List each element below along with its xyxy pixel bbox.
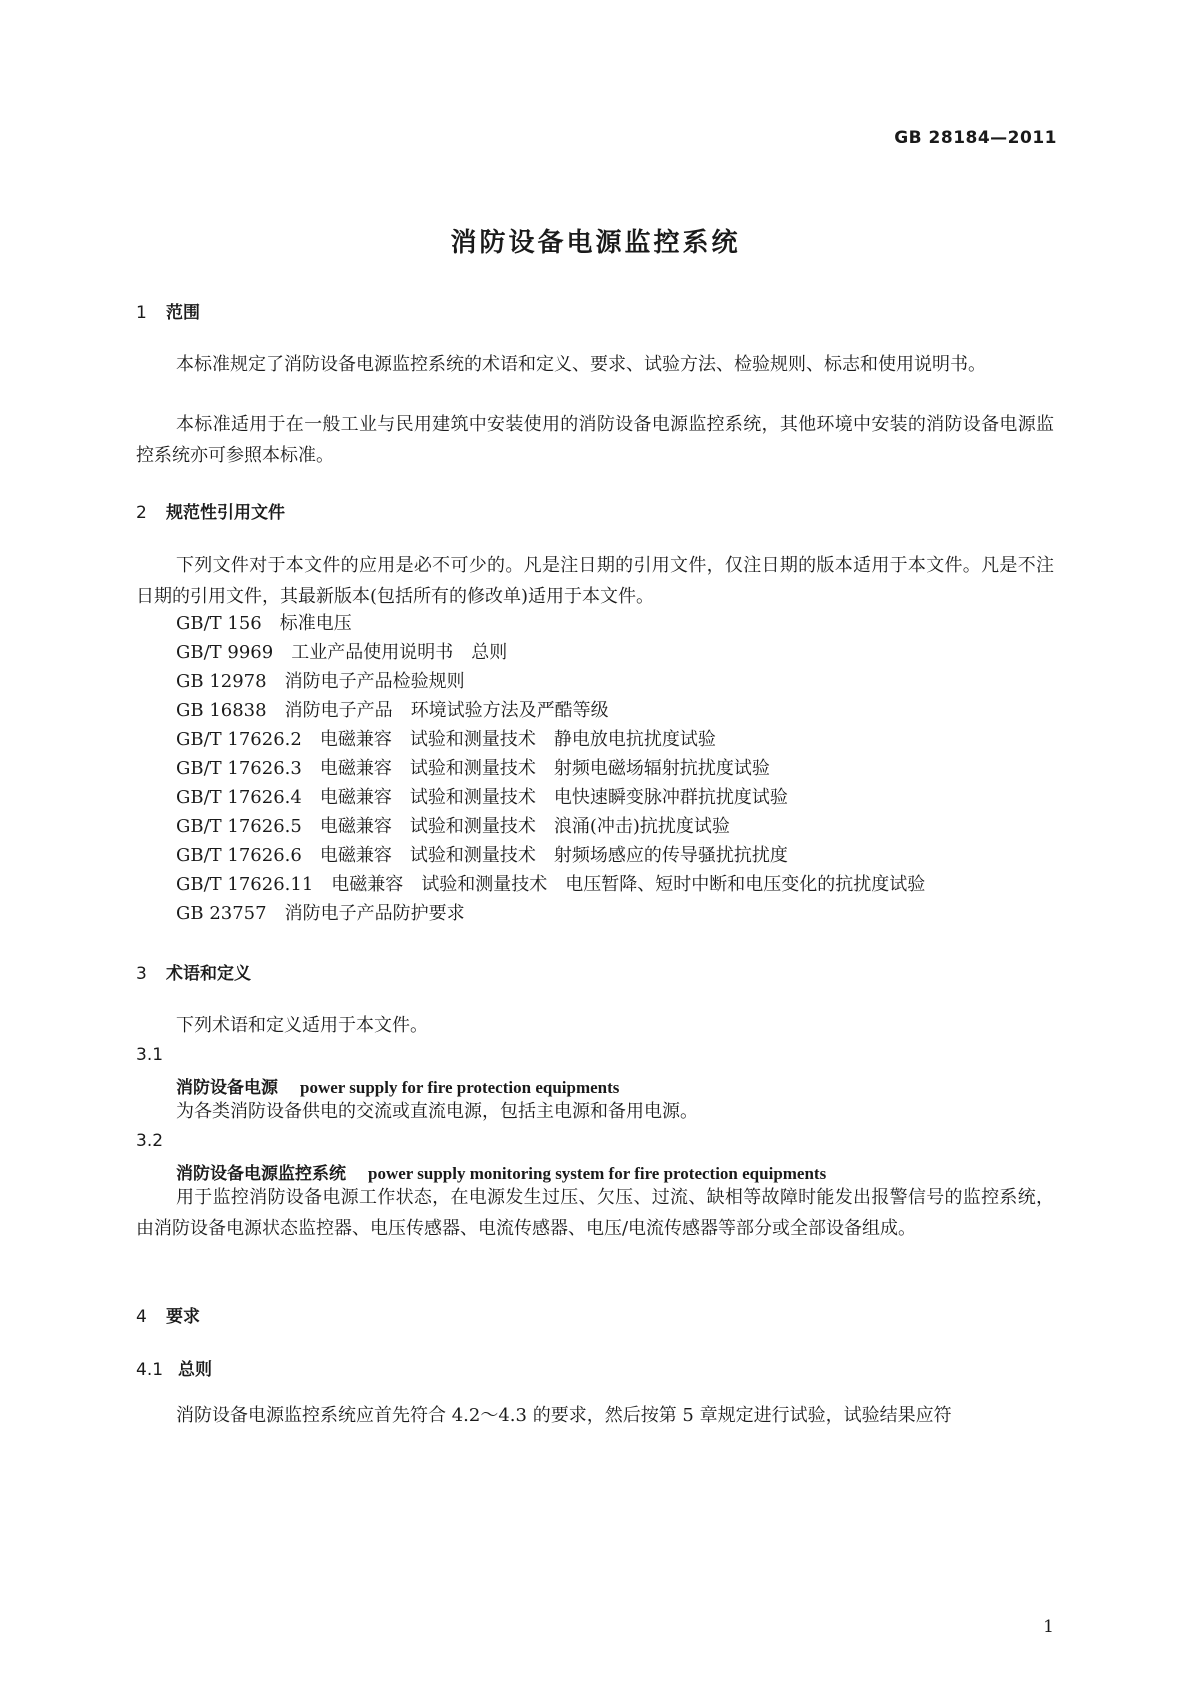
reference-code: GB/T 17626.5 [176,816,302,837]
reference-name: 电磁兼容 试验和测量技术 射频场感应的传导骚扰抗扰度 [319,845,788,866]
reference-item [176,817,730,837]
reference-item [176,875,925,895]
reference-code: GB 16838 [176,700,267,721]
reference-name: 消防电子产品 环境试验方法及严酷等级 [284,700,609,721]
reference-item [176,846,788,866]
reference-code: GB/T 17626.2 [176,729,302,750]
section-2-heading [136,498,285,523]
reference-name: 电磁兼容 试验和测量技术 射频电磁场辐射抗扰度试验 [319,758,770,779]
subsection-number: 4.1 [136,1360,164,1380]
section-number: 4 [136,1307,147,1327]
section-number: 2 [136,503,147,523]
section-number: 3 [136,964,147,984]
document-title: 消防设备电源监控系统 [450,228,741,258]
scope-paragraph-2: 本标准适用于在一般工业与民用建筑中安装使用的消防设备电源监控系统，其他环境中安装的消防设备电源监控系统亦可参照本标准。 [136,414,1054,466]
reference-name: 工业产品使用说明书 总则 [291,642,508,663]
references-intro: 下列文件对于本文件的应用是必不可少的。凡是注日期的引用文件，仅注日期的版本适用于本文件。凡是不注日期的引用文件，其最新版本(包括所有的修改单)适用于本文件。 [136,555,1054,607]
reference-code: GB/T 17626.6 [176,845,302,866]
section-4-heading [136,1302,200,1327]
reference-name: 标准电压 [279,613,352,634]
section-title: 要求 [166,1307,200,1327]
reference-code: GB/T 9969 [176,642,274,663]
reference-item [176,643,507,663]
reference-item [176,759,770,779]
reference-name: 电磁兼容 试验和测量技术 电压暂降、短时中断和电压变化的抗扰度试验 [331,874,926,895]
section-3-heading [136,959,251,984]
section-title: 术语和定义 [166,964,251,984]
terms-intro: 下列术语和定义适用于本文件。 [176,1015,428,1036]
term-number: 3.1 [136,1045,164,1065]
reference-item [176,788,788,808]
subsection-title: 总则 [178,1360,212,1380]
reference-code: GB/T 17626.11 [176,874,314,895]
reference-item [176,904,465,924]
term-english: power supply for fire protection equipments [300,1078,620,1097]
reference-code: GB/T 156 [176,613,262,634]
page-number: 1 [1043,1617,1054,1637]
reference-name: 电磁兼容 试验和测量技术 浪涌(冲击)抗扰度试验 [319,816,730,837]
reference-name: 消防电子产品检验规则 [284,671,465,692]
reference-code: GB 23757 [176,903,267,924]
term-heading [176,1073,619,1098]
reference-name: 消防电子产品防护要求 [284,903,465,924]
reference-item [176,701,609,721]
reference-name: 电磁兼容 试验和测量技术 静电放电抗扰度试验 [319,729,716,750]
term-heading [176,1159,826,1184]
standard-number: GB 28184—2011 [894,128,1057,148]
reference-code: GB/T 17626.3 [176,758,302,779]
term-chinese: 消防设备电源 [176,1078,278,1098]
term-number: 3.2 [136,1131,164,1151]
term-chinese: 消防设备电源监控系统 [176,1164,346,1184]
term-definition: 用于监控消防设备电源工作状态，在电源发生过压、欠压、过流、缺相等故障时能发出报警信号的监控系统，由消防设备电源状态监控器、电压传感器、电流传感器、电压/电流传感器等部分或全部设备组成。 [136,1187,1054,1239]
section-title: 范围 [166,303,200,323]
reference-item [176,614,352,634]
section-title: 规范性引用文件 [166,503,285,523]
term-english: power supply monitoring system for fire protection equipments [368,1164,827,1183]
reference-item [176,730,716,750]
reference-name: 电磁兼容 试验和测量技术 电快速瞬变脉冲群抗扰度试验 [319,787,788,808]
section-number: 1 [136,303,147,323]
reference-code: GB/T 17626.4 [176,787,302,808]
subsection-4-1-heading [136,1355,212,1380]
general-requirements-text: 消防设备电源监控系统应首先符合 4.2～4.3 的要求，然后按第 5 章规定进行试验，试验结果应符 [176,1405,952,1426]
section-1-heading [136,298,200,323]
scope-paragraph-1: 本标准规定了消防设备电源监控系统的术语和定义、要求、试验方法、检验规则、标志和使用说明书。 [176,354,986,375]
reference-item [176,672,465,692]
term-definition: 为各类消防设备供电的交流或直流电源，包括主电源和备用电源。 [176,1101,698,1122]
reference-code: GB 12978 [176,671,267,692]
